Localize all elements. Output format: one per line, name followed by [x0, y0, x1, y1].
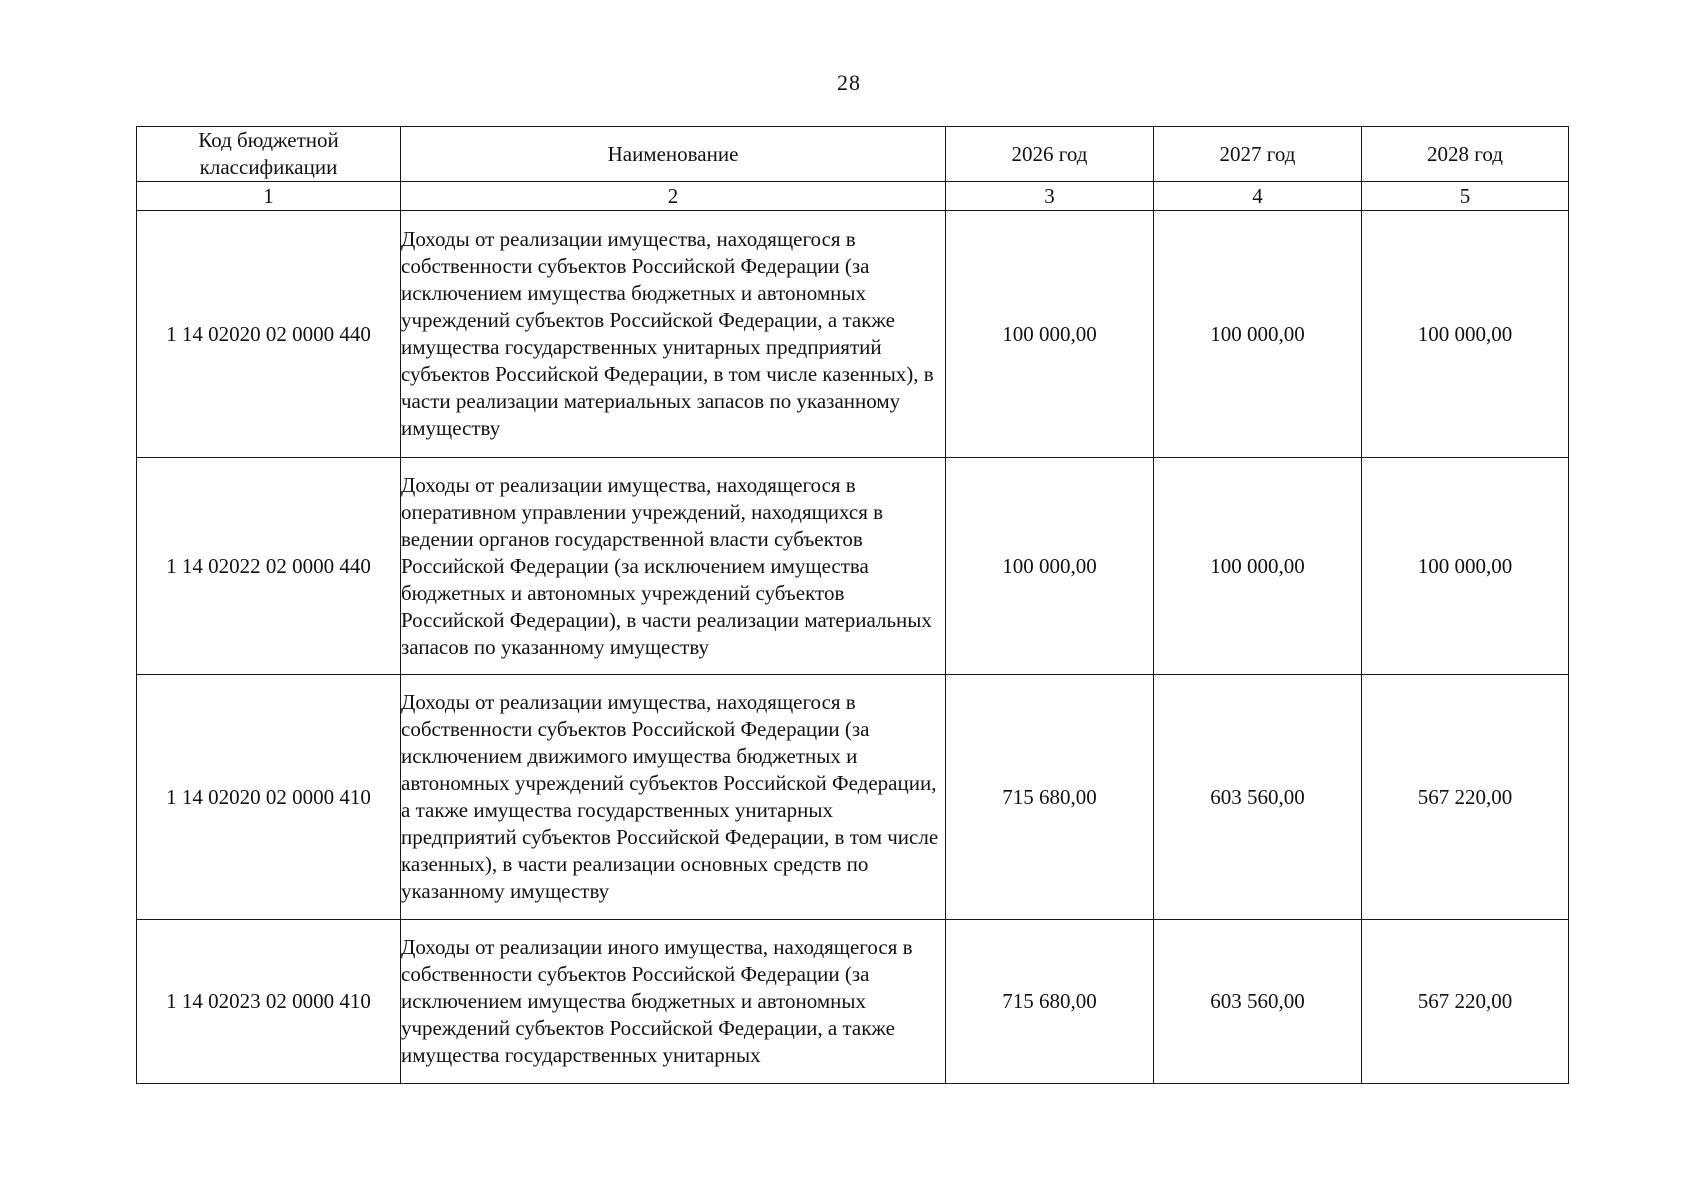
budget-code-cell: 1 14 02020 02 0000 410 [137, 675, 401, 920]
amount-2027-cell: 603 560,00 [1154, 920, 1362, 1084]
table-row [137, 211, 1569, 458]
table-row [137, 458, 1569, 675]
revenue-name-cell: Доходы от реализации имущества, находящегося в собственности субъектов Российской Федерации (за исключением движимого имущества бюджетных и автономных учреждений субъектов Российской Федерации, а также имущества государственных унитарных предприятий субъектов Российской Федерации, в том числе казенных), в части реализации основных средств по указанному имуществу [401, 675, 946, 920]
revenue-name-cell: Доходы от реализации имущества, находящегося в оперативном управлении учреждений, находящихся в ведении органов государственной власти субъектов Российской Федерации (за исключением имущества бюджетных и автономных учреждений субъектов Российской Федерации), в части реализации материальных запасов по указанному имуществу [401, 458, 946, 675]
page-number: 28 [837, 70, 861, 95]
revenue-name-cell: Доходы от реализации иного имущества, находящегося в собственности субъектов Российской Федерации (за исключением имущества бюджетных и автономных учреждений субъектов Российской Федерации, а также имущества государственных унитарных [401, 920, 946, 1084]
amount-2028-cell: 100 000,00 [1362, 458, 1569, 675]
budget-code-cell: 1 14 02023 02 0000 410 [137, 920, 401, 1084]
amount-2028-cell: 100 000,00 [1362, 211, 1569, 458]
amount-2026-cell: 100 000,00 [946, 211, 1154, 458]
budget-code-cell: 1 14 02020 02 0000 440 [137, 211, 401, 458]
revenue-name-cell: Доходы от реализации имущества, находящегося в собственности субъектов Российской Федерации (за исключением имущества бюджетных и автономных учреждений субъектов Российской Федерации, а также имущества государственных унитарных предприятий субъектов Российской Федерации, в том числе казенных), в части реализации материальных запасов по указанному имуществу [401, 211, 946, 458]
column-number-row [137, 182, 1569, 211]
header-2027: 2027 год [1154, 127, 1362, 182]
column-number: 1 [137, 182, 401, 211]
table-header-row [137, 127, 1569, 182]
table-row [137, 675, 1569, 920]
amount-2026-cell: 100 000,00 [946, 458, 1154, 675]
amount-2028-cell: 567 220,00 [1362, 920, 1569, 1084]
table-row [137, 920, 1569, 1084]
amount-2028-cell: 567 220,00 [1362, 675, 1569, 920]
column-number: 4 [1154, 182, 1362, 211]
amount-2026-cell: 715 680,00 [946, 675, 1154, 920]
header-2026: 2026 год [946, 127, 1154, 182]
header-budget-code: Код бюджетной классификации [137, 127, 401, 182]
header-2028: 2028 год [1362, 127, 1569, 182]
budget-code-cell: 1 14 02022 02 0000 440 [137, 458, 401, 675]
amount-2026-cell: 715 680,00 [946, 920, 1154, 1084]
amount-2027-cell: 100 000,00 [1154, 458, 1362, 675]
budget-revenue-table [136, 126, 1569, 1084]
column-number: 5 [1362, 182, 1569, 211]
header-name: Наименование [401, 127, 946, 182]
amount-2027-cell: 603 560,00 [1154, 675, 1362, 920]
column-number: 3 [946, 182, 1154, 211]
amount-2027-cell: 100 000,00 [1154, 211, 1362, 458]
column-number: 2 [401, 182, 946, 211]
